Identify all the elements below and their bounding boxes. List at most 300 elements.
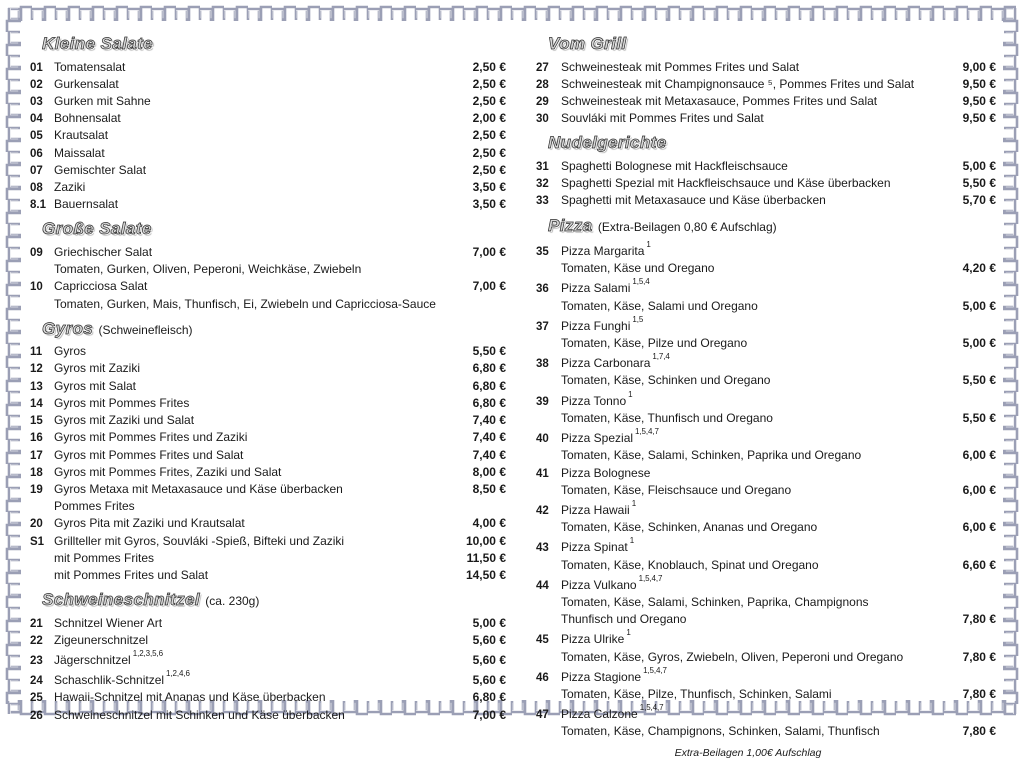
- menu-item-name: [54, 689, 448, 705]
- menu-item-name: [54, 707, 448, 723]
- menu-item-name-text: Schweineschnitzel mit Schinken und Käse überbacken: [54, 707, 345, 722]
- menu-item-price: 5,60 €: [472, 653, 506, 668]
- menu-item-allergen-footnote: 1,2,4,6: [166, 669, 190, 679]
- menu-item-name-text: Pizza Tonno: [561, 393, 627, 408]
- menu-item-number: 22: [30, 634, 43, 647]
- menu-item-name: [561, 427, 940, 446]
- menu-item-price: 2,00 €: [472, 111, 506, 126]
- menu-item-number: 10: [30, 281, 43, 294]
- menu-item-description-row: [534, 298, 996, 315]
- menu-item-name: [54, 179, 448, 195]
- menu-item: [28, 429, 506, 446]
- menu-item-description: Tomaten, Käse, Champignons, Schinken, Salami, Thunfisch: [561, 724, 880, 739]
- menu-item-description: Thunfisch und Oregano: [561, 612, 687, 627]
- section-heading-title: Vom Grill: [548, 34, 627, 53]
- menu-item-number: 21: [30, 617, 43, 630]
- menu-item-name-text: Gurken mit Sahne: [54, 93, 151, 108]
- menu-item: [28, 145, 506, 162]
- menu-item-name: [54, 669, 448, 688]
- menu-item: [28, 533, 506, 550]
- section-heading-suffix: (ca. 230g): [201, 594, 260, 609]
- menu-item-price: 7,00 €: [472, 279, 506, 294]
- menu-item-description: Tomaten, Käse, Schinken, Ananas und Oregano: [561, 520, 818, 535]
- menu-item: [534, 277, 996, 297]
- menu-item-description-row: [534, 410, 996, 427]
- menu-item-name-text: Gyros Pita mit Zaziki und Krautsalat: [54, 516, 245, 531]
- menu-item-name: [54, 378, 448, 394]
- menu-item: [28, 360, 506, 377]
- menu-item-number: 44: [536, 579, 549, 592]
- menu-item: [534, 390, 996, 410]
- menu-item: [534, 315, 996, 335]
- menu-item-name-text: Gyros mit Pommes Frites, Zaziki und Salat: [54, 464, 282, 479]
- menu-item-name: [54, 196, 448, 212]
- menu-item-name-text: Pizza Spezial: [561, 431, 634, 446]
- menu-item-name: [54, 162, 448, 178]
- menu-item-price: 7,80 €: [962, 686, 996, 701]
- menu-item-name-text: Pizza Hawaii: [561, 502, 630, 517]
- menu-item-price: 10,00 €: [465, 533, 506, 548]
- menu-item-price: 8,00 €: [472, 464, 506, 479]
- menu-item: [534, 352, 996, 372]
- menu-item-name-text: Hawaii-Schnitzel mit Ananas und Käse überbacken: [54, 690, 326, 705]
- menu-item-name-text: Tomatensalat: [54, 59, 126, 74]
- menu-item-number: 05: [30, 130, 43, 143]
- menu-item-name-text: Pizza Spinat: [561, 540, 628, 555]
- menu-item-allergen-footnote: 1,5,4,7: [638, 573, 663, 583]
- menu-item-name: [561, 240, 940, 259]
- menu-item-description-row: [534, 649, 996, 666]
- menu-item: [28, 59, 506, 76]
- menu-item-number: 14: [30, 397, 43, 410]
- menu-item: [534, 93, 996, 110]
- menu-item-name-text: Gyros mit Salat: [54, 378, 137, 393]
- menu-item-price: 9,00 €: [962, 59, 996, 74]
- menu-item-number: 06: [30, 147, 43, 160]
- menu-item-allergen-footnote: 1,2,3,5,6: [132, 649, 163, 659]
- menu-item-price: 2,50 €: [472, 128, 506, 143]
- menu-item-price: 4,20 €: [962, 261, 996, 276]
- menu-item-description-row: [534, 723, 996, 740]
- menu-item-number: 31: [536, 160, 549, 173]
- menu-item-number: 33: [536, 195, 549, 208]
- menu-item-number: 13: [30, 380, 43, 393]
- menu-item-number: 41: [536, 467, 549, 480]
- menu-item: [28, 395, 506, 412]
- section-heading-suffix: (Schweinefleisch): [95, 322, 193, 337]
- menu-item-name: [561, 76, 940, 92]
- menu-item-price: 5,50 €: [962, 176, 996, 191]
- menu-item-description: Tomaten, Käse, Knoblauch, Spinat und Oregano: [561, 557, 819, 572]
- menu-item-name: [54, 76, 448, 92]
- menu-item-price: 5,00 €: [962, 158, 996, 173]
- menu-item: [28, 179, 506, 196]
- menu-item-number: 40: [536, 433, 549, 446]
- menu-item-price: 2,50 €: [472, 59, 506, 74]
- meander-border-left: [5, 8, 21, 714]
- menu-item-name-text: Schweinesteak mit Pommes Frites und Salat: [561, 59, 800, 74]
- section-heading-nudelgerichte: [548, 133, 996, 153]
- menu-item-name: [54, 343, 448, 359]
- menu-item-price: 6,80 €: [472, 395, 506, 410]
- menu-item-name: [54, 481, 448, 497]
- menu-item-name-text: Spaghetti mit Metaxasauce und Käse überbacken: [561, 193, 826, 208]
- menu-item-price: 6,00 €: [962, 448, 996, 463]
- menu-item-description-row: [534, 557, 996, 574]
- menu-item-name-text: Spaghetti Bolognese mit Hackfleischsauce: [561, 158, 788, 173]
- menu-item: [534, 76, 996, 93]
- menu-item: [534, 499, 996, 519]
- menu-item-price: 6,00 €: [962, 520, 996, 535]
- menu-item-name: [54, 447, 448, 463]
- menu-item-description-row: [534, 335, 996, 352]
- menu-item-name: [561, 628, 940, 647]
- menu-item-description-row: [28, 296, 506, 313]
- menu-item-number: 26: [30, 709, 43, 722]
- menu-item-price: 5,70 €: [962, 193, 996, 208]
- menu-item-name: [561, 499, 940, 518]
- menu-item-name: [561, 574, 940, 593]
- menu-item-name: [561, 703, 940, 722]
- menu-item-description: Pommes Frites: [54, 499, 135, 514]
- menu-item-name-text: Pizza Ulrike: [561, 632, 625, 647]
- menu-item: [28, 464, 506, 481]
- menu-item-name: [561, 192, 940, 208]
- menu-footer-note: Extra-Beilagen 1,00€ Aufschlag: [674, 746, 822, 759]
- menu-item-name-text: Grillteller mit Gyros, Souvláki -Spieß, Bifteki und Zaziki: [54, 533, 345, 548]
- menu-item-description: Tomaten, Käse und Oregano: [561, 261, 715, 276]
- menu-item: [534, 192, 996, 209]
- menu-item-price: 5,60 €: [472, 632, 506, 647]
- menu-item-price: 7,80 €: [962, 724, 996, 739]
- menu-item-name-text: Krautsalat: [54, 128, 109, 143]
- menu-item-price: 6,00 €: [962, 482, 996, 497]
- menu-item-allergen-footnote: 1: [628, 389, 633, 399]
- menu-item-number: 46: [536, 671, 549, 684]
- menu-item: [28, 412, 506, 429]
- menu-item-price: 6,80 €: [472, 361, 506, 376]
- menu-item-description-row: [534, 372, 996, 389]
- menu-item-name-text: Jägerschnitzel: [54, 653, 131, 668]
- menu-column-right: [512, 28, 996, 759]
- menu-item-number: 27: [536, 61, 549, 74]
- menu-item-description: Tomaten, Käse, Salami und Oregano: [561, 298, 758, 313]
- menu-item-number: 8.1: [30, 199, 46, 212]
- menu-item-name: [561, 666, 940, 685]
- menu-item-price: 6,80 €: [472, 690, 506, 705]
- menu-item-description: mit Pommes Frites: [54, 550, 155, 565]
- menu-item-number: 07: [30, 164, 43, 177]
- menu-item-name: [561, 93, 940, 109]
- menu-item-price: 14,50 €: [465, 567, 506, 582]
- menu-item-allergen-footnote: 1,5,4,7: [643, 665, 667, 675]
- menu-item-name-text: Pizza Vulkano: [561, 577, 637, 592]
- menu-item-description-row: [534, 594, 996, 611]
- menu-item-name-text: Pizza Carbonara: [561, 356, 651, 371]
- menu-item-number: 39: [536, 395, 549, 408]
- menu-item-price: 11,50 €: [466, 550, 506, 565]
- menu-item-name-text: Spaghetti Spezial mit Hackfleischsauce und Käse überbacken: [561, 176, 891, 191]
- section-heading-title: Nudelgerichte: [548, 133, 667, 153]
- menu-item-number: 35: [536, 246, 549, 259]
- menu-item-price: 3,50 €: [472, 197, 506, 212]
- menu-item-name-text: Schnitzel Wiener Art: [54, 615, 163, 630]
- menu-item-number: 03: [30, 95, 43, 108]
- menu-item-name: [54, 360, 448, 376]
- menu-item-allergen-footnote: 1,5,4: [632, 277, 650, 287]
- menu-item-name-text: Schaschlik-Schnitzel: [54, 673, 165, 688]
- menu-item-price: 5,50 €: [962, 373, 996, 388]
- menu-item-name: [561, 158, 940, 174]
- menu-item-allergen-footnote: 1: [631, 498, 637, 508]
- menu-item-name-text: Pizza Margarita: [561, 244, 645, 259]
- menu-item: [534, 110, 996, 127]
- section-heading-kleine-salate: [42, 34, 506, 54]
- menu-item-allergen-footnote: 1,5,4,7: [639, 703, 664, 713]
- menu-item-number: 12: [30, 363, 43, 376]
- menu-item-number: 23: [30, 655, 43, 668]
- menu-item-number: 16: [30, 432, 43, 445]
- menu-item-number: 30: [536, 113, 549, 126]
- menu-item: [534, 427, 996, 447]
- menu-item-price: 7,00 €: [472, 244, 506, 259]
- menu-item-number: 42: [536, 504, 549, 517]
- section-heading-pizza: [548, 216, 996, 236]
- menu-item: [534, 240, 996, 260]
- menu-item-allergen-footnote: 1: [629, 536, 635, 546]
- menu-item: [534, 536, 996, 556]
- meander-border-right: [1003, 8, 1019, 714]
- menu-item-name: [54, 412, 448, 428]
- menu-item-description: Tomaten, Käse, Gyros, Zwiebeln, Oliven, Peperoni und Oregano: [561, 649, 904, 664]
- menu-item-name-text: Schweinesteak mit Champignonsauce ⁵, Pommes Frites und Salat: [561, 76, 915, 91]
- menu-item: [28, 632, 506, 649]
- menu-item-description: Tomaten, Käse, Fleischsauce und Oregano: [561, 482, 792, 497]
- menu-item-name: [54, 515, 448, 531]
- menu-item-number: 18: [30, 466, 43, 479]
- menu-item: [28, 244, 506, 261]
- menu-item-price: 5,00 €: [962, 298, 996, 313]
- menu-item: [534, 465, 996, 482]
- menu-item: [28, 515, 506, 532]
- menu-item-number: 11: [30, 346, 43, 359]
- menu-item: [28, 447, 506, 464]
- menu-item-name-text: Gyros mit Pommes Frites: [54, 395, 190, 410]
- menu-item-name-text: Gemischter Salat: [54, 162, 147, 177]
- menu-item-name-text: Pizza Salami: [561, 281, 631, 296]
- menu-item: [28, 649, 506, 669]
- menu-item-name: [561, 465, 940, 481]
- menu-item-price: 4,00 €: [472, 516, 506, 531]
- menu-item-name-text: Pizza Stagione: [561, 669, 642, 684]
- menu-item-name-text: Bauernsalat: [54, 197, 119, 212]
- menu-item-price: 5,50 €: [962, 410, 996, 425]
- menu-item-price: 7,40 €: [472, 447, 506, 462]
- menu-item-price: 9,50 €: [962, 111, 996, 126]
- menu-item: [534, 628, 996, 648]
- menu-item-allergen-footnote: 1,7,4: [652, 352, 670, 362]
- menu-item-allergen-footnote: 1,5,4,7: [635, 427, 659, 437]
- menu-item-price: 7,40 €: [472, 430, 506, 445]
- menu-item-description: Tomaten, Käse, Pilze, Thunfisch, Schinken, Salami: [561, 686, 832, 701]
- menu-item-name: [54, 278, 448, 294]
- menu-item-number: S1: [30, 535, 45, 548]
- menu-item-price: 7,80 €: [962, 612, 996, 627]
- menu-item-name-text: Souvláki mit Pommes Frites und Salat: [561, 111, 764, 126]
- menu-item-description: Tomaten, Gurken, Mais, Thunfisch, Ei, Zwiebeln und Capricciosa-Sauce: [54, 296, 436, 311]
- section-heading-title: Gyros: [42, 318, 94, 338]
- menu-item: [28, 689, 506, 706]
- menu-item-name-text: Pizza Calzone: [561, 707, 638, 722]
- menu-item-name-text: Gyros mit Zaziki und Salat: [54, 413, 195, 428]
- menu-item-name: [54, 615, 448, 631]
- menu-item-price: 5,00 €: [472, 615, 506, 630]
- menu-item-name-text: Zaziki: [54, 179, 86, 194]
- menu-item-price: 2,50 €: [472, 162, 506, 177]
- menu-item-number: 25: [30, 692, 43, 705]
- menu-item-name: [561, 175, 940, 191]
- menu-item-price: 9,50 €: [962, 93, 996, 108]
- menu-item-name-text: Gyros mit Pommes Frites und Zaziki: [54, 430, 248, 445]
- menu-item-description: Tomaten, Käse, Thunfisch und Oregano: [561, 410, 773, 425]
- menu-item: [28, 162, 506, 179]
- menu-item-name: [561, 277, 940, 296]
- menu-item-name: [54, 244, 448, 260]
- menu-item-price: 8,50 €: [472, 481, 506, 496]
- menu-item-number: 19: [30, 483, 43, 496]
- menu-item-name: [54, 464, 448, 480]
- menu-item-name: [54, 533, 448, 549]
- menu-item: [28, 127, 506, 144]
- menu-item-number: 15: [30, 415, 43, 428]
- menu-item-description: mit Pommes Frites und Salat: [54, 567, 209, 582]
- menu-item-price: 2,50 €: [472, 145, 506, 160]
- menu-item-number: 37: [536, 320, 549, 333]
- menu-item-allergen-footnote: 1: [626, 628, 631, 638]
- menu-item-price: 6,60 €: [962, 557, 996, 572]
- menu-item-price: 6,80 €: [472, 378, 506, 393]
- menu-item-name: [54, 127, 448, 143]
- menu-item-number: 20: [30, 518, 43, 531]
- meander-border-top: [8, 5, 1016, 21]
- menu-item: [534, 158, 996, 175]
- menu-item: [28, 196, 506, 213]
- menu-item-name-text: Gyros mit Zaziki: [54, 361, 141, 376]
- menu-item-name-text: Bohnensalat: [54, 111, 121, 126]
- menu-item-number: 01: [30, 61, 43, 74]
- menu-item: [28, 110, 506, 127]
- menu-item-description-row: [534, 686, 996, 703]
- menu-item: [534, 175, 996, 192]
- menu-item-name: [54, 649, 448, 668]
- menu-item-price: 5,60 €: [472, 673, 506, 688]
- menu-item-number: 24: [30, 675, 43, 688]
- menu-item-name-text: Schweinesteak mit Metaxasauce, Pommes Frites und Salat: [561, 93, 878, 108]
- menu-item: [534, 574, 996, 594]
- menu-item-description-row: [28, 550, 506, 567]
- menu-item-name: [54, 110, 448, 126]
- menu-item: [534, 59, 996, 76]
- menu-item: [28, 707, 506, 724]
- menu-item-description-row: [28, 498, 506, 515]
- menu-item-name: [561, 59, 940, 75]
- menu-column-left: [28, 28, 512, 722]
- menu-item-description: Tomaten, Gurken, Oliven, Peperoni, Weichkäse, Zwiebeln: [54, 262, 362, 277]
- menu-item-description-row: [534, 611, 996, 628]
- menu-content: [28, 28, 996, 759]
- menu-item-name-text: Pizza Funghi: [561, 318, 631, 333]
- menu-item-name: [54, 632, 448, 648]
- menu-item-name: [561, 110, 940, 126]
- menu-item-price: 7,00 €: [472, 707, 506, 722]
- menu-item-name: [54, 59, 448, 75]
- menu-item-price: 5,50 €: [472, 344, 506, 359]
- menu-item-number: 45: [536, 634, 549, 647]
- section-heading-schweineschnitzel: [42, 590, 506, 610]
- menu-item-name: [561, 352, 940, 371]
- menu-item-description: Tomaten, Käse, Pilze und Oregano: [561, 336, 748, 351]
- menu-item-number: 29: [536, 95, 549, 108]
- menu-item-number: 38: [536, 358, 549, 371]
- section-heading-grosse-salate: [42, 219, 506, 239]
- menu-item: [28, 278, 506, 295]
- menu-item-name: [54, 429, 448, 445]
- menu-item-number: 32: [536, 178, 549, 191]
- menu-item-name-text: Capricciosa Salat: [54, 279, 148, 294]
- menu-item-number: 09: [30, 246, 43, 259]
- menu-item-allergen-footnote: 1,5: [632, 314, 644, 324]
- menu-item-name-text: Griechischer Salat: [54, 244, 153, 259]
- section-heading-vom-grill: [548, 34, 996, 54]
- section-heading-title: Schweineschnitzel: [42, 590, 200, 610]
- section-heading-suffix: (Extra-Beilagen 0,80 € Aufschlag): [594, 219, 777, 234]
- menu-item-allergen-footnote: 1: [646, 240, 651, 250]
- menu-item-name-text: Gyros Metaxa mit Metaxasauce und Käse überbacken: [54, 481, 343, 496]
- menu-item-price: 5,00 €: [962, 336, 996, 351]
- menu-item: [28, 76, 506, 93]
- menu-item-description: Tomaten, Käse, Schinken und Oregano: [561, 373, 771, 388]
- menu-item: [534, 703, 996, 723]
- menu-item: [28, 378, 506, 395]
- menu-item-name-text: Gyros: [54, 344, 87, 359]
- menu-item-number: 28: [536, 78, 549, 91]
- menu-item: [28, 481, 506, 498]
- menu-item-number: 43: [536, 542, 549, 555]
- section-heading-title: Kleine Salate: [42, 34, 154, 53]
- menu-item: [28, 93, 506, 110]
- menu-item-price: 3,50 €: [472, 179, 506, 194]
- menu-item-price: 2,50 €: [472, 76, 506, 91]
- menu-item-name: [54, 93, 448, 109]
- menu-item: [28, 343, 506, 360]
- menu-item-name-text: Pizza Bolognese: [561, 465, 651, 480]
- menu-item-description-row: [28, 261, 506, 278]
- menu-item-description-row: [28, 567, 506, 584]
- menu-item-description-row: [534, 519, 996, 536]
- section-heading-title: Pizza: [548, 215, 593, 235]
- menu-item-name: [54, 395, 448, 411]
- menu-item-description: Tomaten, Käse, Salami, Schinken, Paprika, Champignons: [561, 594, 869, 609]
- menu-item-number: 17: [30, 449, 43, 462]
- menu-item-description-row: [534, 260, 996, 277]
- menu-item-number: 02: [30, 78, 43, 91]
- menu-item-price: 2,50 €: [472, 93, 506, 108]
- menu-item-name: [54, 145, 448, 161]
- menu-item-description-row: [534, 447, 996, 464]
- menu-item-name: [561, 390, 940, 409]
- menu-item-number: 47: [536, 709, 549, 722]
- menu-item-number: 36: [536, 283, 549, 296]
